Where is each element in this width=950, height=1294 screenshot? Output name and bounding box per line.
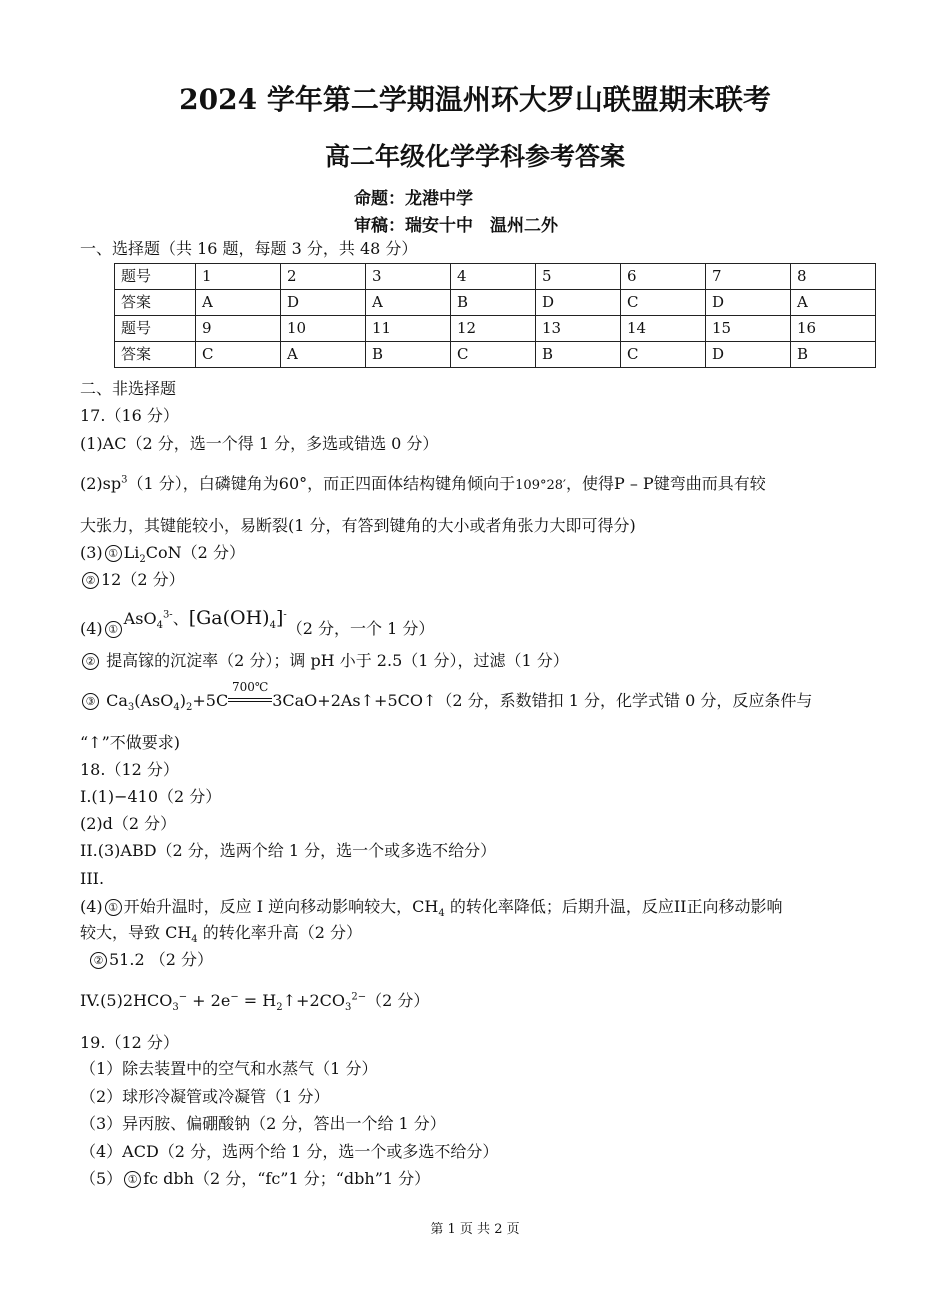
table-cell: 12 [451, 316, 536, 342]
q18-line6: 较大，导致 $CH_4$ 的转化率升高（2 分） [80, 923, 363, 946]
table-cell: A [366, 290, 451, 316]
table-cell: 答案 [115, 290, 196, 316]
circled-number-1: ① [105, 545, 122, 562]
table-cell: 2 [281, 264, 366, 290]
q17-heading: 17.（16 分） [80, 406, 179, 425]
circled-number-2: ② [82, 653, 99, 670]
table-cell: 题号 [115, 264, 196, 290]
table-row [115, 264, 876, 290]
q19-heading: 19.（12 分） [80, 1033, 179, 1052]
table-cell: D [281, 290, 366, 316]
circled-number-2: ② [90, 952, 107, 969]
table-cell: 3 [366, 264, 451, 290]
table-cell: 13 [536, 316, 621, 342]
circled-number-1: ① [105, 899, 122, 916]
table-cell: B [536, 342, 621, 368]
q17-part2-cont: 大张力，其键能较小，易断裂(1 分，有答到键角的大小或者角张力大即可得分) [80, 516, 636, 535]
q17-part4-1: (4) ①AsO$_4^{3-}$、$[Ga(OH)_4]^-(2$ 分，一个 1 分） [80, 607, 435, 638]
reaction-condition: 700℃ [228, 690, 272, 712]
q19-line1: （1）除去装置中的空气和水蒸气（1 分） [80, 1059, 378, 1078]
q17-part4-2: ② 提高镓的沉淀率（2 分）；调 pH 小于 2.5（1 分），过滤（1 分） [80, 650, 569, 672]
q18-line3: II.(3)ABD（2 分，选两个给 1 分，选一个或多选不给分） [80, 841, 497, 860]
table-row [115, 290, 876, 316]
circled-number-2: ② [82, 572, 99, 589]
q18-line7: ② 51.2 （2 分） [88, 949, 213, 971]
circled-number-1: ① [105, 621, 122, 638]
table-row [115, 316, 876, 342]
circled-number-3: ③ [82, 693, 99, 710]
table-cell: 9 [196, 316, 281, 342]
table-cell: 题号 [115, 316, 196, 342]
q17-part2: $(2)sp^3(1$ 分），白磷键角为60°，而正四面体结构键角倾向于109°28′，使得P – P键弯曲而具有较 [80, 474, 766, 493]
section1-heading: 一、选择题（共 16 题，每题 3 分，共 48 分） [80, 239, 418, 258]
document-subtitle: 高二年级化学学科参考答案 [324, 142, 625, 171]
q19-line3: （3）异丙胺、偏硼酸钠（2 分，答出一个给 1 分） [80, 1114, 446, 1133]
q19-line2: （2）球形冷凝管或冷凝管（1 分） [80, 1087, 330, 1106]
table-cell: D [706, 290, 791, 316]
q18-heading: 18.（12 分） [80, 760, 179, 779]
q18-line8: $IV.(5)2HCO_3^- + 2e^-$ = $H_2↑+2CO_3^{2-}(2$ 分） [80, 991, 430, 1014]
table-cell: 15 [706, 316, 791, 342]
circled-number-1: ① [124, 1171, 141, 1188]
q17-part3-2: ② 12（2 分） [80, 569, 185, 591]
table-cell: D [536, 290, 621, 316]
q19-line5: （5） ① fc dbh（2 分，“fc”1 分；“dbh”1 分） [80, 1169, 431, 1188]
table-cell: C [621, 342, 706, 368]
table-cell: 1 [196, 264, 281, 290]
table-cell: C [196, 342, 281, 368]
table-cell: 8 [791, 264, 876, 290]
table-cell: 14 [621, 316, 706, 342]
q18-line2: (2)d（2 分） [80, 814, 177, 833]
q17-part1: (1)AC（2 分，选一个得 1 分，多选或错选 0 分） [80, 434, 439, 453]
table-cell: 4 [451, 264, 536, 290]
answer-table [114, 263, 876, 368]
table-cell: B [791, 342, 876, 368]
table-cell: 16 [791, 316, 876, 342]
section2-heading: 二、非选择题 [80, 379, 177, 398]
table-cell: C [621, 290, 706, 316]
table-cell: 10 [281, 316, 366, 342]
table-cell: 答案 [115, 342, 196, 368]
table-cell: D [706, 342, 791, 368]
table-cell: 11 [366, 316, 451, 342]
q17-part3-1: (3) ① $Li_2CoN(2$ 分） [80, 543, 245, 566]
table-cell: 7 [706, 264, 791, 290]
author-line: 命题：龙港中学 [354, 189, 473, 209]
table-cell: 6 [621, 264, 706, 290]
q17-part4-3: ③ $Ca_3(AsO_4)_2+5C$ 700℃ 3CaO+2As↑+5CO↑（2 分，系数错扣 1 分，化学式错 0 分，反应条件与 [80, 690, 812, 712]
table-cell: C [451, 342, 536, 368]
q19-line4: （4）ACD（2 分，选两个给 1 分，选一个或多选不给分） [80, 1142, 499, 1161]
table-cell: A [791, 290, 876, 316]
page-footer: 第 1 页 共 2 页 [430, 1222, 520, 1237]
q18-line5: (4) ① 开始升温时，反应 I 逆向移动影响较大，$CH_4$ 的转化率降低；后期升温，反应II正向移动影响 [80, 897, 783, 920]
q18-line4: III. [80, 869, 105, 888]
table-cell: A [281, 342, 366, 368]
table-cell: B [451, 290, 536, 316]
reviewer-line: 审稿：瑞安十中 温州二外 [354, 216, 558, 236]
table-row [115, 342, 876, 368]
q17-part4-note: “↑”不做要求) [80, 733, 181, 752]
table-cell: B [366, 342, 451, 368]
document-title: 2024 学年第二学期温州环大罗山联盟期末联考 [179, 83, 771, 116]
q18-line1: I.(1)−410（2 分） [80, 787, 222, 806]
table-cell: A [196, 290, 281, 316]
table-cell: 5 [536, 264, 621, 290]
